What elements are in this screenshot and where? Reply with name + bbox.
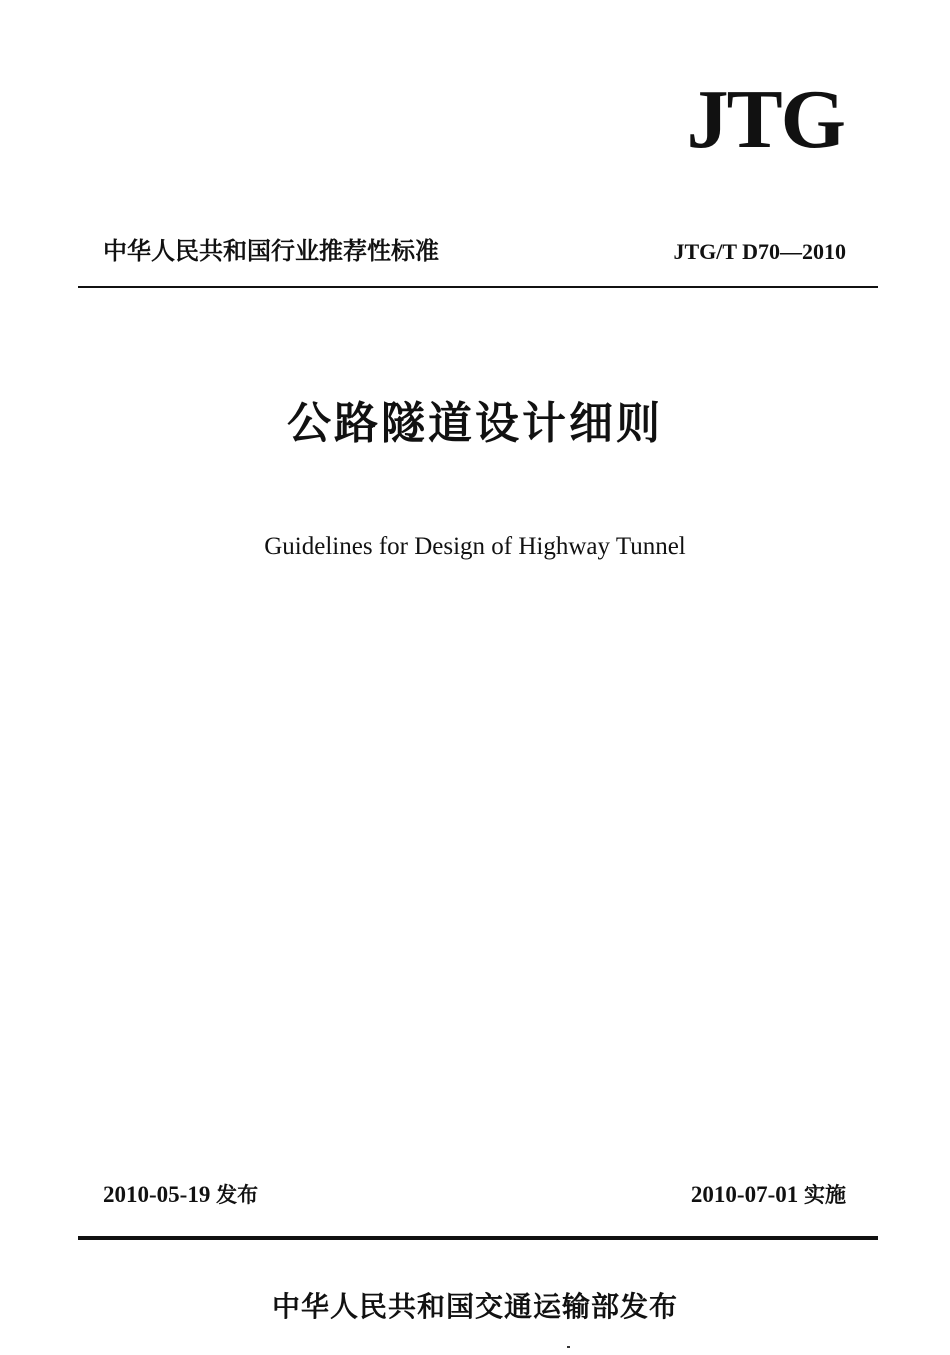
standard-category: 中华人民共和国行业推荐性标准 — [103, 237, 439, 265]
jtg-logo: JTG — [686, 73, 844, 166]
standard-code: JTG/T D70—2010 — [673, 239, 846, 264]
issue-date: 2010-05-19 — [103, 1182, 211, 1207]
document-title-chinese: 公路隧道设计细则 — [287, 398, 663, 449]
issue-date-line — [103, 1180, 258, 1210]
effective-date-line — [691, 1180, 846, 1210]
scan-speck — [567, 1346, 570, 1348]
effective-date: 2010-07-01 — [690, 1182, 799, 1207]
effective-label: 实施 — [804, 1183, 846, 1207]
top-divider — [78, 286, 878, 288]
publisher: 中华人民共和国交通运输部发布 — [271, 1290, 678, 1323]
issue-label: 发布 — [216, 1183, 259, 1207]
bottom-divider — [78, 1236, 878, 1240]
document-title-english: Guidelines for Design of Highway Tunnel — [264, 533, 686, 560]
